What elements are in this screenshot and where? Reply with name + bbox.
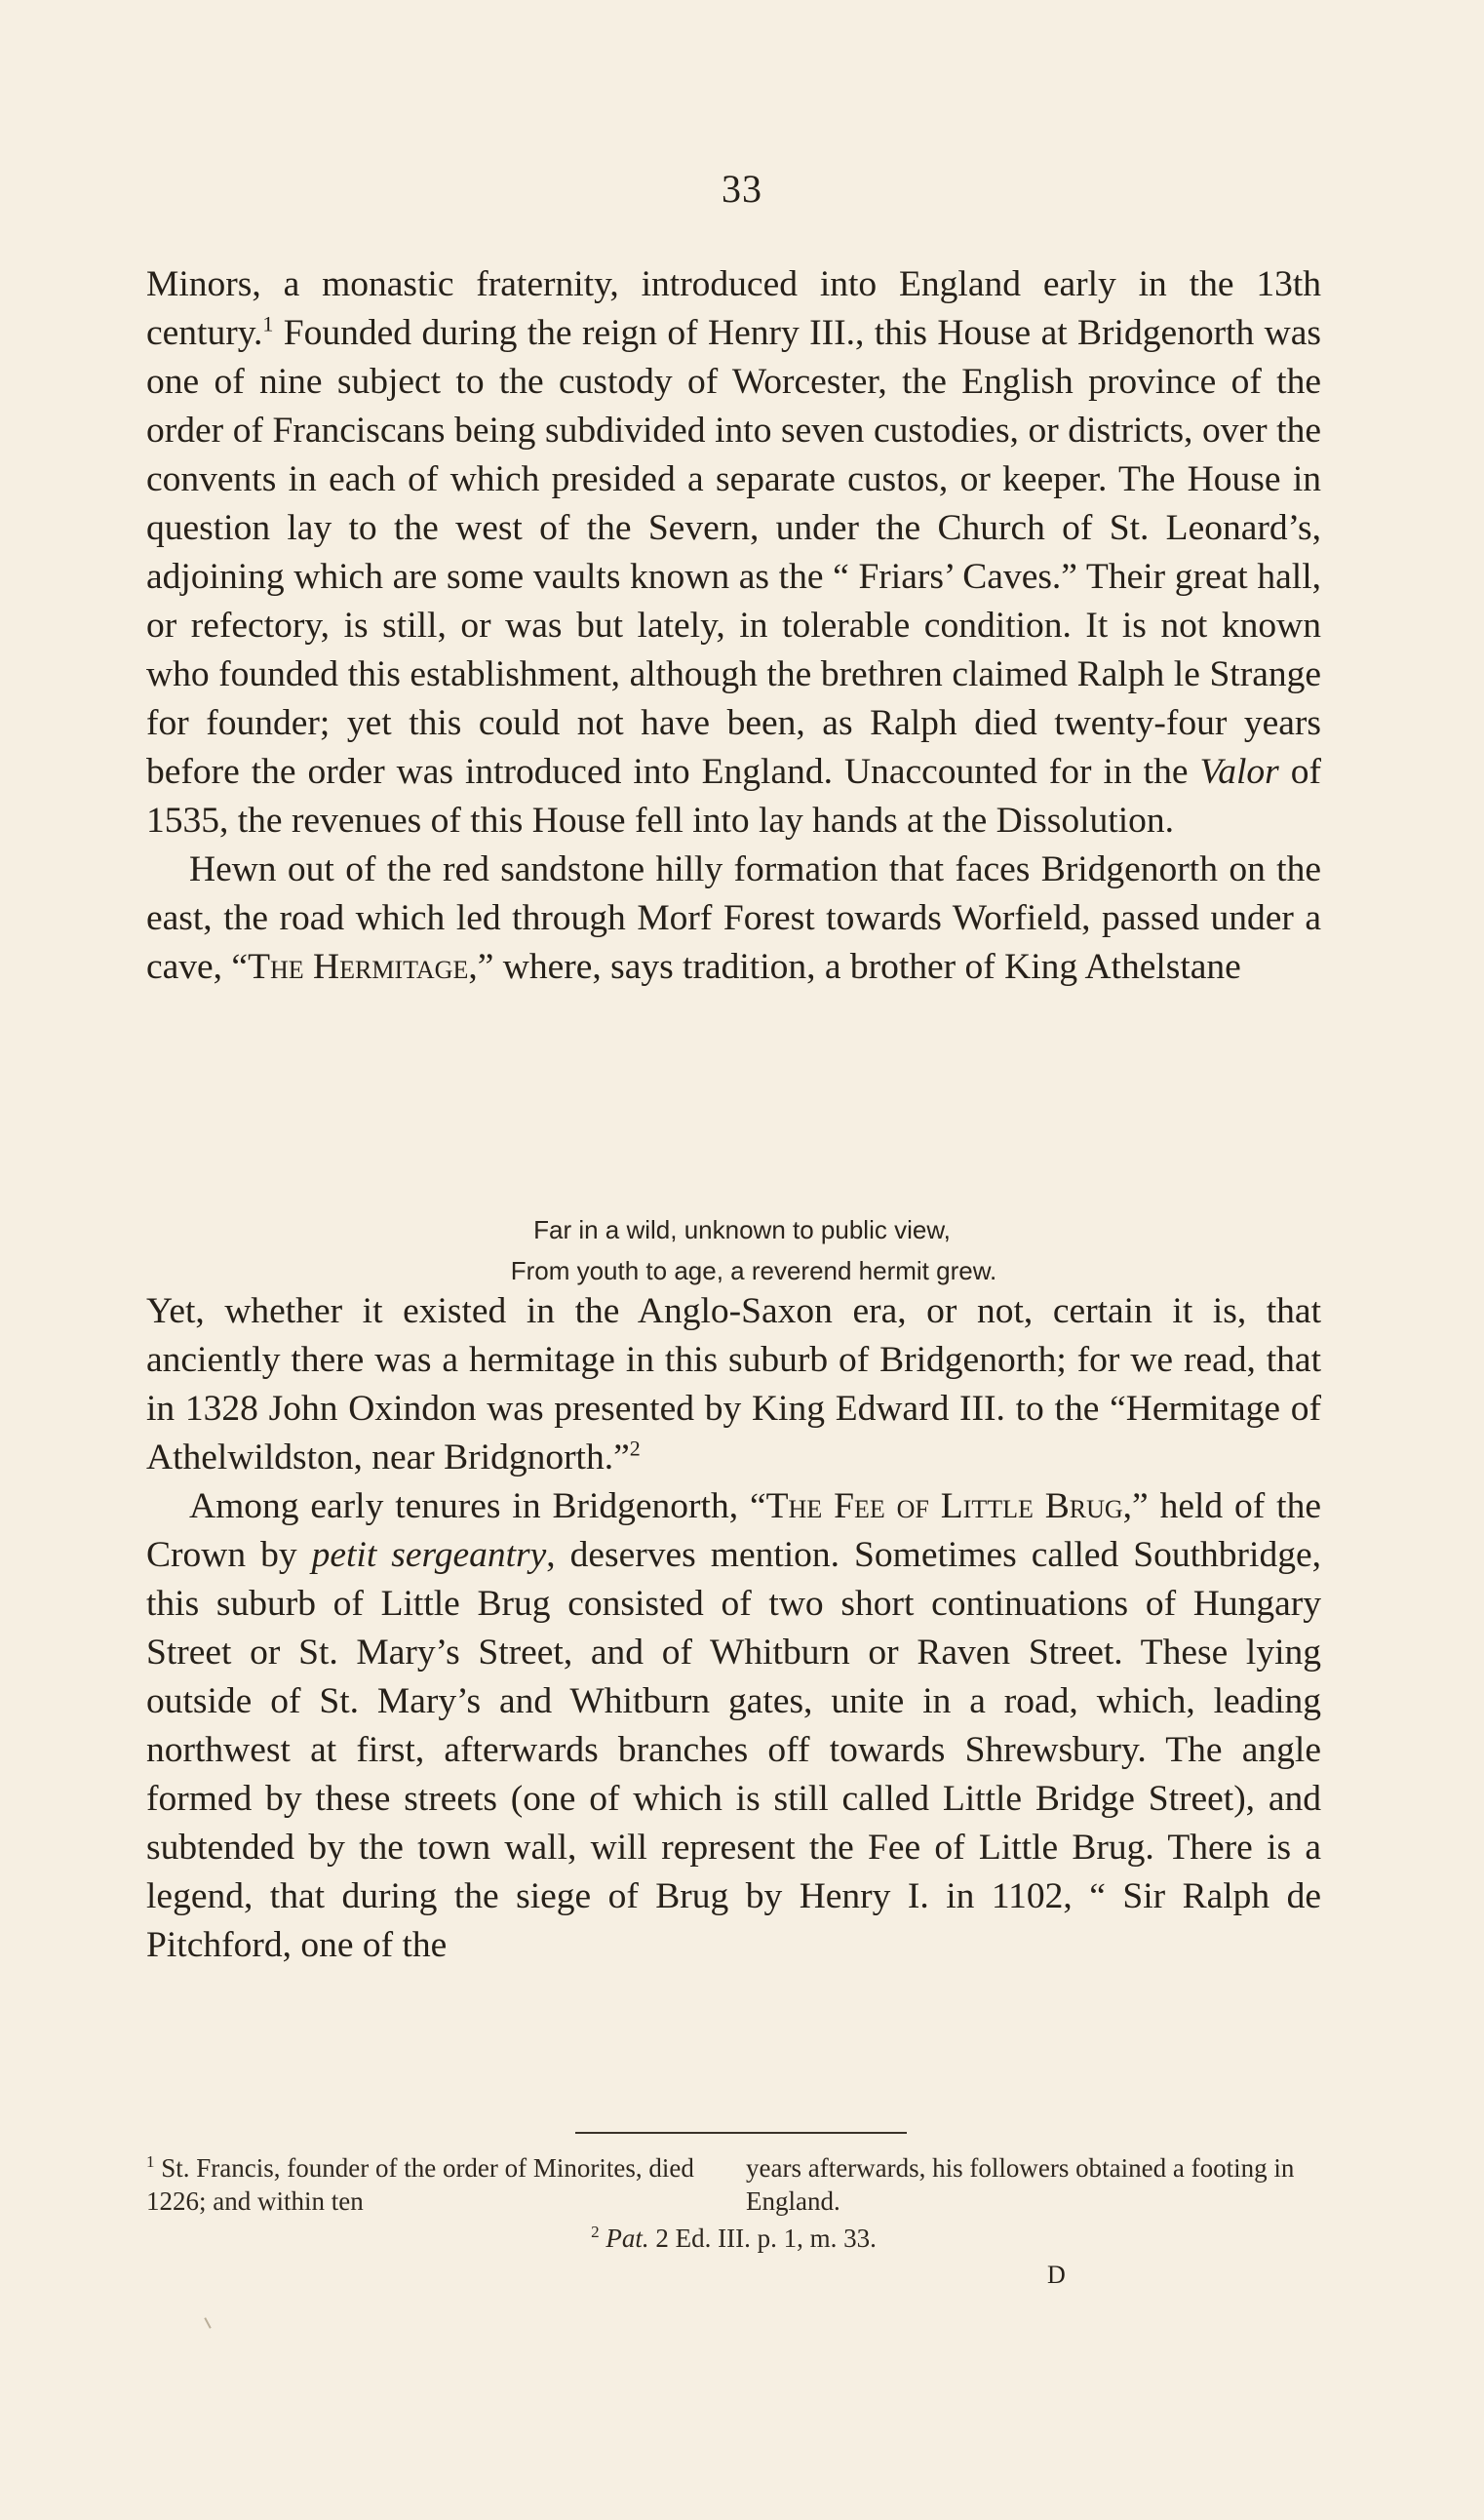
- p1-text-c: of 1535, the revenues of this House fell into lay hands at the Dissolution.: [146, 752, 1321, 841]
- footnotes: [146, 2151, 1321, 2255]
- footnote-1-left-column: [146, 2151, 722, 2218]
- p1-text-b: Founded during the reign of Henry III., this House at Bridgenorth was one of nine subject to the custody of Worcester, the English province of the order of Franciscans being subdivided into seven custodies, or districts, over the convents in each of which presided a separate custos, or keeper. The House in question lay to the west of the Severn, under the Church of St. Leonard’s, adjoining which are some vaults known as the “ Friars’ Caves.” Their great hall, or refectory, is still, or was but lately, in tolerable condition. It is not known who founded this establishment, although the brethren claimed Ralph le Strange for founder; yet this could not have been, as Ralph died twenty-four years before the order was introduced into England. Unaccounted for in the: [146, 313, 1321, 792]
- p1-italic-valor: Valor: [1199, 752, 1279, 792]
- p4-text-c: , deserves mention. Sometimes called Southbridge, this suburb of Little Brug consisted of two short continuations of Hungary Street or St. Mary’s Street, and of Whitburn or Raven Street. These lying outside of St. Mary’s and Whitburn gates, unite in a road, which, leading northwest at first, afterwards branches off towards Shrewsbury. The angle formed by these streets (one of which is still called Little Bridge Street), and subtended by the town wall, will represent the Fee of Little Brug. There is a legend, that during the siege of Brug by Henry I. in 1102, “ Sir Ralph de Pitchford, one of the: [146, 1535, 1321, 1965]
- paragraph-little-brug: [146, 1482, 1321, 1970]
- p4-smallcaps-fee: The Fee of Little Brug: [765, 1486, 1123, 1526]
- footnote-2-text: 2 Ed. III. p. 1, m. 33.: [648, 2224, 877, 2253]
- verse-line-1: Far in a wild, unknown to public view,: [533, 1215, 951, 1244]
- p4-text-a: Among early tenures in Bridgenorth, “: [189, 1486, 766, 1526]
- footnote-ref-1[interactable]: 1: [262, 311, 274, 336]
- verse-line-2: From youth to age, a reverend hermit grew.: [510, 1256, 997, 1285]
- footnote-1-text-left: St. Francis, founder of the order of Minorites, died 1226; and within ten: [146, 2153, 694, 2216]
- footnote-1: [146, 2151, 1321, 2218]
- p2-text-b: ,” where, says tradition, a brother of King Athelstane: [468, 947, 1241, 987]
- p1-text-a: Minors, a monastic fraternity, introduced into England early in the 13th century.: [146, 264, 1321, 353]
- paragraph-hermitage: [146, 846, 1321, 992]
- paragraph-anglo-saxon: [146, 1287, 1321, 1482]
- p3-text-a: Yet, whether it existed in the Anglo-Saxon era, or not, certain it is, that anciently there was a hermitage in this suburb of Bridgenorth; for we read, that in 1328 John Oxindon was presented by King Edward III. to the “Hermitage of Athelwildston, near Bridgnorth.”: [146, 1291, 1321, 1477]
- footnote-2-italic: Pat.: [605, 2224, 649, 2253]
- p2-text-a: Hewn out of the red sandstone hilly formation that faces Bridgenorth on the east, the road which led through Morf Forest towards Worfield, passed under a cave, “: [146, 849, 1321, 987]
- verse-quotation: [0, 1209, 1484, 1291]
- signature-mark: D: [1047, 2261, 1066, 2289]
- footnote-divider: [575, 2132, 907, 2134]
- footnote-1-number: 1: [146, 2152, 155, 2171]
- paragraph-friars: [146, 260, 1321, 846]
- footnote-2: [146, 2222, 1321, 2255]
- footnote-2-number: 2: [591, 2223, 600, 2241]
- main-text-upper: [146, 260, 1321, 992]
- p4-italic-sergeantry: petit sergeantry: [311, 1535, 547, 1575]
- p2-smallcaps-hermitage: The Hermitage: [248, 947, 469, 987]
- p4-text-b: ,” held of the Crown by: [146, 1486, 1321, 1575]
- footnote-1-text-right: years afterwards, his followers obtained a footing in England.: [746, 2153, 1295, 2216]
- page-number: 33: [722, 167, 762, 211]
- main-text-lower: [146, 1287, 1321, 1970]
- footnote-ref-2[interactable]: 2: [629, 1436, 641, 1461]
- stray-ink-mark: [204, 2317, 211, 2329]
- footnote-1-right-column: [746, 2151, 1321, 2218]
